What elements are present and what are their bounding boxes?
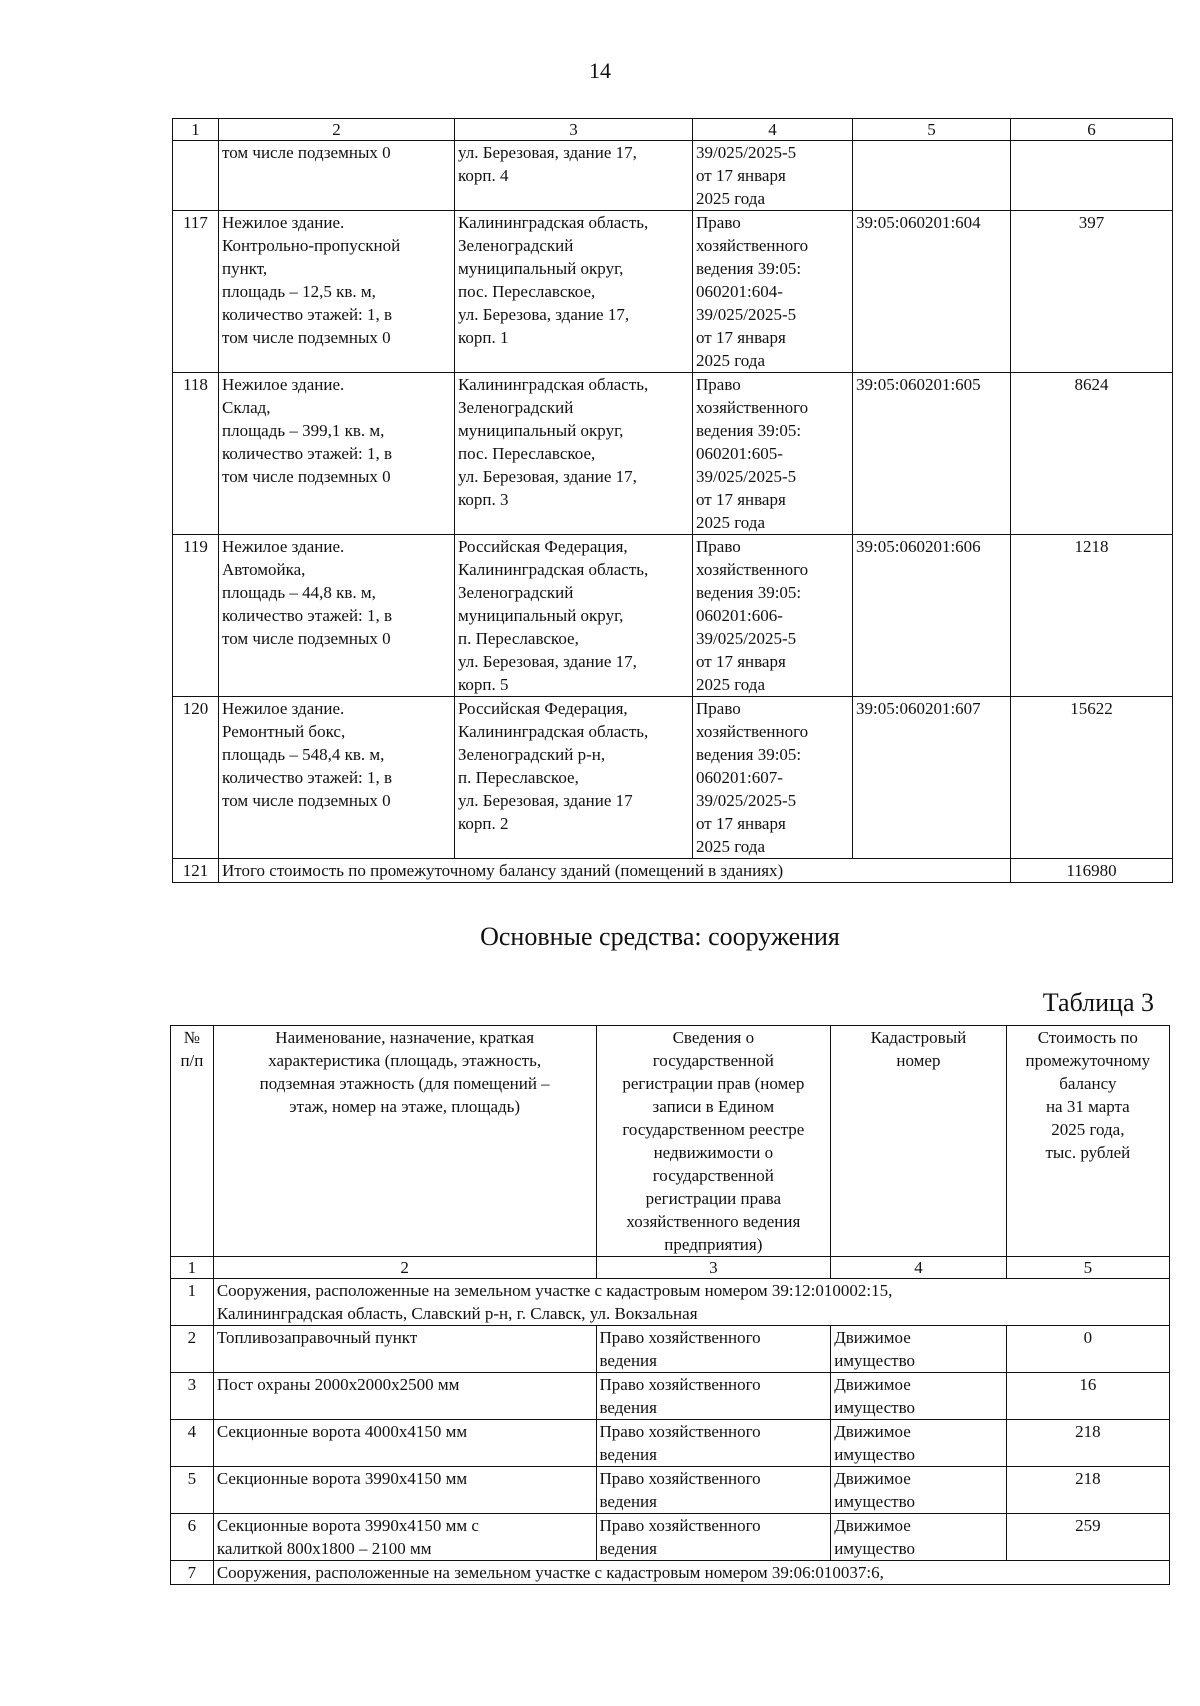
cadastral-number: Движимое имущество: [831, 1373, 1007, 1420]
object-address: Российская Федерация, Калининградская область, Зеленоградский муниципальный округ, п. Переславское, ул. Березовая, здание 17, корп. 5: [455, 535, 693, 697]
row-number: 121: [173, 859, 219, 883]
table-row: [173, 141, 1173, 211]
group-row: [171, 1279, 1170, 1326]
balance-value: 259: [1006, 1514, 1169, 1561]
total-label: Итого стоимость по промежуточному балансу зданий (помещений в зданиях): [219, 859, 1011, 883]
header-cell: Наименование, назначение, краткая характеристика (площадь, этажность, подземная этажность (для помещений – этаж, номер на этаже, площадь): [213, 1026, 596, 1257]
cadastral-number: Движимое имущество: [831, 1420, 1007, 1467]
object-name: Пост охраны 2000х2000х2500 мм: [213, 1373, 596, 1420]
table-row: [173, 535, 1173, 697]
cadastral-number: Движимое имущество: [831, 1514, 1007, 1561]
row-number: 5: [171, 1467, 214, 1514]
rights-info: Право хозяйственного ведения: [596, 1373, 831, 1420]
table-row: [173, 211, 1173, 373]
object-name: том числе подземных 0: [219, 141, 455, 211]
registration-info: Право хозяйственного ведения 39:05: 060201:605- 39/025/2025-5 от 17 января 2025 года: [693, 373, 853, 535]
registration-info: 39/025/2025-5 от 17 января 2025 года: [693, 141, 853, 211]
table-row: [171, 1373, 1170, 1420]
header-cell: № п/п: [171, 1026, 214, 1257]
object-name: Нежилое здание. Склад, площадь – 399,1 кв. м, количество этажей: 1, в том числе подземных 0: [219, 373, 455, 535]
column-number: 4: [693, 119, 853, 141]
group-description: Сооружения, расположенные на земельном участке с кадастровым номером 39:12:010002:15, Калининградская область, Славский р-н, г. Славск, ул. Вокзальная: [213, 1279, 1169, 1326]
header-row: [171, 1026, 1170, 1257]
rights-info: Право хозяйственного ведения: [596, 1467, 831, 1514]
header-cell: Стоимость по промежуточному балансу на 31 марта 2025 года, тыс. рублей: [1006, 1026, 1169, 1257]
balance-value: [1011, 141, 1173, 211]
column-number: 2: [213, 1257, 596, 1279]
row-number: 7: [171, 1561, 214, 1585]
group-description: Сооружения, расположенные на земельном участке с кадастровым номером 39:06:010037:6,: [213, 1561, 1169, 1585]
object-name: Нежилое здание. Ремонтный бокс, площадь – 548,4 кв. м, количество этажей: 1, в том числе подземных 0: [219, 697, 455, 859]
registration-info: Право хозяйственного ведения 39:05: 060201:604- 39/025/2025-5 от 17 января 2025 года: [693, 211, 853, 373]
row-number: 119: [173, 535, 219, 697]
cadastral-number: 39:05:060201:606: [853, 535, 1011, 697]
rights-info: Право хозяйственного ведения: [596, 1326, 831, 1373]
column-number: 1: [171, 1257, 214, 1279]
object-name: Нежилое здание. Контрольно-пропускной пункт, площадь – 12,5 кв. м, количество этажей: 1, в том числе подземных 0: [219, 211, 455, 373]
row-number: 118: [173, 373, 219, 535]
column-number: 5: [1006, 1257, 1169, 1279]
structures-table: [170, 1025, 1170, 1585]
object-name: Нежилое здание. Автомойка, площадь – 44,8 кв. м, количество этажей: 1, в том числе подземных 0: [219, 535, 455, 697]
rights-info: Право хозяйственного ведения: [596, 1514, 831, 1561]
total-value: 116980: [1011, 859, 1173, 883]
rights-info: Право хозяйственного ведения: [596, 1420, 831, 1467]
cadastral-number: [853, 141, 1011, 211]
cadastral-number: Движимое имущество: [831, 1326, 1007, 1373]
column-number: 6: [1011, 119, 1173, 141]
header-cell: Сведения о государственной регистрации прав (номер записи в Едином государственном реестре недвижимости о государственной регистрации права хозяйственного ведения предприятия): [596, 1026, 831, 1257]
column-number: 1: [173, 119, 219, 141]
column-number: 2: [219, 119, 455, 141]
cadastral-number: 39:05:060201:607: [853, 697, 1011, 859]
object-address: Калининградская область, Зеленоградский муниципальный округ, пос. Переславское, ул. Березова, здание 17, корп. 1: [455, 211, 693, 373]
registration-info: Право хозяйственного ведения 39:05: 060201:607- 39/025/2025-5 от 17 января 2025 года: [693, 697, 853, 859]
row-number: 3: [171, 1373, 214, 1420]
table-row: [171, 1326, 1170, 1373]
column-number: 3: [596, 1257, 831, 1279]
balance-value: 218: [1006, 1467, 1169, 1514]
column-number-row: [171, 1257, 1170, 1279]
registration-info: Право хозяйственного ведения 39:05: 060201:606- 39/025/2025-5 от 17 января 2025 года: [693, 535, 853, 697]
row-number: [173, 141, 219, 211]
balance-value: 218: [1006, 1420, 1169, 1467]
column-number: 3: [455, 119, 693, 141]
column-number-row: [173, 119, 1173, 141]
object-name: Топливозаправочный пункт: [213, 1326, 596, 1373]
header-cell: Кадастровый номер: [831, 1026, 1007, 1257]
column-number: 4: [831, 1257, 1007, 1279]
column-number: 5: [853, 119, 1011, 141]
object-name: Секционные ворота 4000х4150 мм: [213, 1420, 596, 1467]
table-row: [173, 373, 1173, 535]
section-title: Основные средства: сооружения: [480, 922, 840, 951]
object-name: Секционные ворота 3990х4150 мм: [213, 1467, 596, 1514]
total-row: [173, 859, 1173, 883]
row-number: 117: [173, 211, 219, 373]
buildings-table: [172, 118, 1173, 883]
object-name: Секционные ворота 3990х4150 мм с калиткой 800х1800 – 2100 мм: [213, 1514, 596, 1561]
balance-value: 0: [1006, 1326, 1169, 1373]
table-row: [171, 1514, 1170, 1561]
page-number: 14: [589, 58, 611, 83]
balance-value: 8624: [1011, 373, 1173, 535]
row-number: 2: [171, 1326, 214, 1373]
balance-value: 15622: [1011, 697, 1173, 859]
row-number: 6: [171, 1514, 214, 1561]
balance-value: 397: [1011, 211, 1173, 373]
group-row: [171, 1561, 1170, 1585]
table-row: [173, 697, 1173, 859]
object-address: Калининградская область, Зеленоградский муниципальный округ, пос. Переславское, ул. Березовая, здание 17, корп. 3: [455, 373, 693, 535]
cadastral-number: 39:05:060201:604: [853, 211, 1011, 373]
table-row: [171, 1420, 1170, 1467]
table-label: Таблица 3: [1042, 988, 1154, 1017]
row-number: 4: [171, 1420, 214, 1467]
table-row: [171, 1467, 1170, 1514]
row-number: 1: [171, 1279, 214, 1326]
object-address: ул. Березовая, здание 17, корп. 4: [455, 141, 693, 211]
object-address: Российская Федерация, Калининградская область, Зеленоградский р-н, п. Переславское, ул. Березовая, здание 17 корп. 2: [455, 697, 693, 859]
cadastral-number: Движимое имущество: [831, 1467, 1007, 1514]
balance-value: 16: [1006, 1373, 1169, 1420]
cadastral-number: 39:05:060201:605: [853, 373, 1011, 535]
row-number: 120: [173, 697, 219, 859]
balance-value: 1218: [1011, 535, 1173, 697]
